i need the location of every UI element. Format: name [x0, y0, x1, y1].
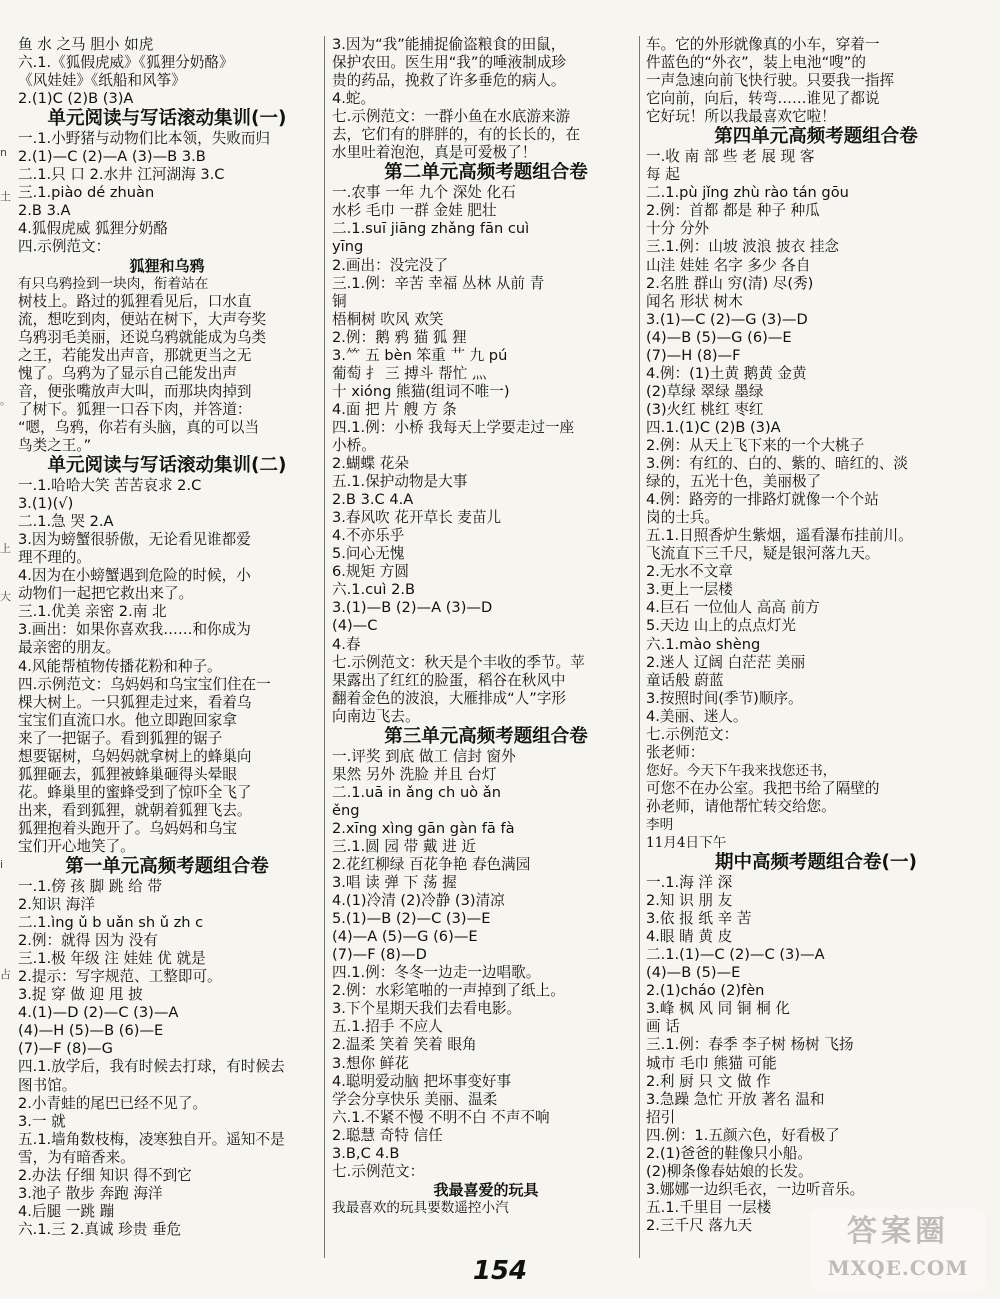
answer-line: 鸟类之王。”: [18, 436, 92, 454]
answer-line: 五.1.千里目 一层楼: [646, 1198, 772, 1216]
answer-line: 二.1.急 哭 2.A: [18, 513, 114, 531]
answer-line: 2.聪慧 奇特 信任: [332, 1126, 443, 1144]
answer-line: “嗯，乌鸦，你若有头脑，真的可以当: [18, 418, 260, 436]
answer-line: 鱼 水 之马 胆小 如虎: [18, 36, 154, 53]
answer-line: 我最喜欢的玩具要数遥控小汽: [332, 1199, 509, 1216]
watermark-logo-text: 答案圈: [847, 1214, 949, 1249]
answer-line: 二.1.ìng ǔ b uǎn sh ǔ zh c: [18, 914, 204, 932]
answer-line: (4)—B (5)—G (6)—E: [646, 328, 792, 346]
answer-line: (4)—B (5)—E: [646, 964, 741, 982]
answer-line: 2.知 识 朋 友: [646, 892, 733, 910]
answer-line: 了树下。狐狸一口吞下肉，并答道：: [18, 400, 252, 418]
answer-line: yīng: [332, 238, 364, 256]
answer-line: 它向前，向后，转弯……谁见了都说: [646, 90, 880, 108]
answer-line: 2.办法 仔细 知识 得不到它: [18, 1166, 192, 1184]
answer-line: 水里吐着泡泡，真是可爱极了！: [332, 144, 537, 162]
answer-line: 山洼 娃娃 名字 多少 各自: [646, 256, 811, 274]
answer-line: 3.(1)—C (2)—G (3)—D: [646, 310, 808, 328]
answer-line: 二.1.pù jǐng zhù rào tán gōu: [646, 184, 849, 202]
answer-line: 愧了。乌鸦为了显示自己能发出声: [18, 364, 237, 382]
answer-line: 李明: [646, 816, 674, 833]
section-heading: 单元阅读与写话滚动集训(二): [47, 455, 287, 477]
answer-line: 2.名胜 群山 穷(清) 尽(秀): [646, 274, 814, 292]
answer-line: 4.眼 睛 黄 皮: [646, 928, 733, 946]
answer-line: 4.狐假虎威 狐狸分奶酪: [18, 220, 168, 238]
answer-line: 5.天边 山上的点点灯光: [646, 617, 796, 635]
answer-line: 五.1.招手 不应人: [332, 1018, 443, 1036]
answer-line: 一.1.哈哈大笑 苦苦哀求 2.C: [18, 477, 202, 495]
answer-line: 4.因为在小螃蟹遇到危险的时候，小: [18, 567, 251, 585]
answer-line: 果露出了红红的脸蛋，稻谷在秋风中: [332, 671, 566, 689]
answer-line: 招引: [646, 1108, 676, 1126]
answer-line: 3.按照时间(季节)顺序。: [646, 689, 803, 707]
answer-line: 3.画出：如果你喜欢我……和你成为: [18, 621, 251, 639]
answer-line: 4.巨石 一位仙人 高高 前方: [646, 599, 820, 617]
answer-line: 花。蜂巢里的蜜蜂受到了惊吓全飞了: [18, 783, 252, 801]
answer-line: 一.评奖 到底 做工 信封 窗外: [332, 747, 516, 765]
answer-line: 三.1.圆 园 带 戴 进 近: [332, 837, 476, 855]
answer-line: 五.1.墙角数枝梅，凌寒独自开。遥知不是: [18, 1130, 285, 1148]
answer-line: 七.示例范文：: [332, 1162, 425, 1180]
answer-line: 十 xióng 熊猫(组词不唯一): [332, 382, 510, 400]
answer-line: 2.画出：没完没了: [332, 256, 449, 274]
answer-line: 二.1.suī jiāng zhǎng fān cuì: [332, 220, 530, 238]
column-divider: [324, 36, 325, 1258]
answer-line: 十分 分外: [646, 220, 710, 238]
answer-line: 5.问心无愧: [332, 545, 405, 563]
answer-line: 您好。今天下午我来找您还书，: [646, 762, 837, 779]
answer-line: 2.例：从天上飞下来的一个大桃子: [646, 436, 865, 454]
answer-line: 岗的士兵。: [646, 509, 719, 527]
watermark-logo: [810, 1209, 986, 1291]
answer-line: 3.捉 穿 做 迎 甩 披: [18, 986, 143, 1004]
answer-line: 4.例：(1)土黄 鹅黄 金黄: [646, 364, 807, 382]
answer-line: 狐狸抱着头跑开了。乌妈妈和乌宝: [18, 819, 237, 837]
answer-line: 三.1.优美 亲密 2.南 北: [18, 603, 167, 621]
answer-line: 3.依 报 纸 辛 苦: [646, 910, 752, 928]
answer-line: (2)草绿 翠绿 墨绿: [646, 382, 764, 400]
edge-mark: i: [0, 858, 4, 871]
answer-line: 2.(1)C (2)B (3)A: [18, 90, 134, 108]
answer-line: 4.美丽、迷人。: [646, 707, 748, 725]
answer-line: 童话般 蔚蓝: [646, 671, 724, 689]
answer-line: 4.蛇。: [332, 90, 376, 108]
answer-line: 五.1.日照香炉生紫烟，遥看瀑布挂前川。: [646, 527, 913, 545]
answer-line: 3.⺮ 五 bèn 笨重 艹 九 pú: [332, 346, 508, 364]
answer-line: 棵大树上。一只狐狸走过来，看着乌: [18, 693, 252, 711]
answer-line: 六.1.三 2.真诚 珍贵 垂危: [18, 1220, 182, 1238]
column-divider: [639, 36, 640, 1258]
answer-line: 雪，为有暗香来。: [18, 1148, 135, 1166]
answer-line: 2.三千尺 落九天: [646, 1216, 753, 1234]
answer-line: 三.1.例：辛苦 幸福 丛林 从前 青: [332, 274, 545, 292]
answer-line: 3.池子 散步 奔跑 海洋: [18, 1184, 163, 1202]
answer-line: 理不理的。: [18, 549, 91, 567]
answer-line: 城市 毛巾 熊猫 可能: [646, 1054, 777, 1072]
answer-line: 三.1.piào dé zhuàn: [18, 184, 155, 202]
answer-line: 六.1.mào shèng: [646, 635, 761, 653]
answer-line: 四.1.例：冬冬一边走一边唱歌。: [332, 964, 541, 982]
answer-line: 一.1.小野猪与动物们比本领，失败而归: [18, 130, 271, 148]
answer-line: 乌鸦羽毛美丽，还说乌鸦就能成为乌类: [18, 328, 267, 346]
answer-line: 4.风能帮植物传播花粉和种子。: [18, 657, 222, 675]
answer-line: (7)—F (8)—G: [18, 1040, 113, 1058]
answer-line: 三.1.极 年级 注 娃娃 优 就是: [18, 950, 206, 968]
answer-line: 3.峰 枫 风 同 铜 桐 化: [646, 1000, 790, 1018]
answer-line: 2.(1)—C (2)—A (3)—B 3.B: [18, 148, 206, 166]
answer-line: 2.(1)爸爸的鞋像只小船。: [646, 1144, 812, 1162]
answer-line: 4.聪明爱动脑 把坏事变好事: [332, 1072, 512, 1090]
answer-line: 2.xīng xìng gān gàn fā fà: [332, 819, 515, 837]
answer-line: 二.1.uā in ǎng ch uò ǎn: [332, 783, 501, 801]
answer-line: 3.春风吹 花开草长 麦苗儿: [332, 509, 502, 527]
watermark-url: MXQE.COM: [827, 1256, 969, 1280]
answer-line: 可您不在办公室。我把书给了隔壁的: [646, 779, 880, 797]
answer-line: 闻名 形状 树木: [646, 292, 743, 310]
answer-line: 2.例：就得 因为 没有: [18, 932, 158, 950]
answer-line: 葡萄 扌 三 搏斗 帮忙 灬: [332, 364, 487, 382]
answer-line: 3.因为“我”能捕捉偷盗粮食的田鼠，: [332, 36, 566, 53]
answer-line: 2.例：水彩笔啪的一声掉到了纸上。: [332, 982, 565, 1000]
answer-line: 3.下个星期天我们去看电影。: [332, 1000, 522, 1018]
answer-line: 最亲密的朋友。: [18, 639, 121, 657]
answer-line: 2.蝴蝶 花朵: [332, 455, 409, 473]
answer-line: 六.1.不紧不慢 不明不白 不声不响: [332, 1108, 550, 1126]
answer-line: 宝们开心地笑了。: [18, 837, 135, 855]
answer-column-middle: [332, 36, 640, 1217]
answer-line: 有只乌鸦捡到一块肉，衔着站在: [18, 275, 209, 292]
answer-line: 贵的药品，挽救了许多垂危的病人。: [332, 72, 566, 90]
answer-line: (2)柳条像春姑娘的长发。: [646, 1162, 813, 1180]
answer-line: 向南边飞去。: [332, 707, 420, 725]
answer-line: 6.规矩 方圆: [332, 563, 409, 581]
answer-line: 3.急躁 急忙 开放 著名 温和: [646, 1090, 825, 1108]
answer-line: 每 起: [646, 166, 680, 184]
answer-line: (7)—H (8)—F: [646, 346, 741, 364]
answer-line: 七.示例范文：一群小鱼在水底游来游: [332, 108, 571, 126]
answer-line: (4)—A (5)—G (6)—E: [332, 928, 478, 946]
answer-line: 2.B 3.A: [18, 202, 71, 220]
answer-line: 3.娜娜一边织毛衣，一边听音乐。: [646, 1180, 865, 1198]
page-number: 154: [472, 1256, 528, 1286]
answer-line: 3.一 就: [18, 1112, 66, 1130]
answer-line: 它好玩！所以我最喜欢它啦！: [646, 108, 836, 126]
answer-line: 四.示例范文：: [18, 238, 111, 256]
answer-line: 想要锯树，乌妈妈就拿树上的蜂巢向: [18, 747, 252, 765]
answer-line: 4.(1)冷清 (2)冷静 (3)清凉: [332, 892, 505, 910]
answer-line: 2.知识 海洋: [18, 896, 95, 914]
answer-line: 4.不亦乐乎: [332, 527, 405, 545]
answer-line: 孙老师，请他帮忙转交给您。: [646, 797, 836, 815]
answer-column-right: [646, 36, 986, 1235]
answer-line: 六.1.《狐假虎威》《狐狸分奶酪》: [18, 54, 234, 72]
answer-line: 4.春: [332, 635, 361, 653]
answer-line: 2.利 厨 只 文 做 作: [646, 1072, 771, 1090]
answer-line: (4)—H (5)—B (6)—E: [18, 1022, 164, 1040]
answer-line: 2.无水不文章: [646, 563, 733, 581]
answer-line: 一.收 南 部 些 老 展 现 客: [646, 148, 815, 166]
answer-line: 动物们一起把它救出来了。: [18, 585, 194, 603]
edge-mark: 上: [0, 542, 11, 555]
answer-line: 之王，若能发出声音，那就更当之无: [18, 346, 252, 364]
answer-line: 五.1.保护动物是大事: [332, 473, 468, 491]
section-heading: 第三单元高频考题组合卷: [384, 725, 588, 747]
answer-line: 一.农事 一年 九个 深处 化石: [332, 184, 516, 202]
answer-line: 水杉 毛巾 一群 金娃 肥壮: [332, 202, 497, 220]
answer-line: 2.花红柳绿 百花争艳 春色满园: [332, 856, 531, 874]
answer-line: 四.1.例：小桥 我每天上学要走过一座: [332, 418, 575, 436]
answer-line: (7)—F (8)—D: [332, 946, 427, 964]
answer-line: 流，想吃到肉，便站在树下，大声夸奖: [18, 310, 267, 328]
answer-line: 七.示例范文：: [646, 725, 739, 743]
answer-line: 3.想你 鲜花: [332, 1054, 409, 1072]
answer-line: 梧桐树 吹风 欢笑: [332, 310, 444, 328]
answer-line: 3.更上一层楼: [646, 581, 733, 599]
answer-line: 《风娃娃》《纸船和风筝》: [18, 72, 186, 90]
answer-line: 2.温柔 笑着 笑着 眼角: [332, 1036, 477, 1054]
answer-line: ěng: [332, 801, 360, 819]
answer-line: 翻着金色的波浪，大雁排成“人”字形: [332, 689, 567, 707]
answer-line: 四.示例范文：乌妈妈和乌宝宝们住在一: [18, 675, 271, 693]
answer-line: 4.面 把 片 艘 方 条: [332, 400, 457, 418]
answer-line: 件蓝色的“外衣”，装上电池“嗖”的: [646, 54, 866, 72]
essay-title: 我最喜爱的玩具: [433, 1180, 539, 1199]
answer-line: 去，它们有的胖胖的，有的长长的，在: [332, 126, 581, 144]
answer-line: 5.(1)—B (2)—C (3)—E: [332, 910, 491, 928]
edge-mark: 。: [0, 394, 11, 407]
answer-line: 2.例：首都 都是 种子 种瓜: [646, 202, 820, 220]
answer-line: 4.例：路旁的一排路灯就像一个个站: [646, 491, 879, 509]
answer-line: 2.B 3.C 4.A: [332, 491, 414, 509]
answer-line: 3.唱 读 弹 下 荡 握: [332, 874, 457, 892]
answer-line: 六.1.cuì 2.B: [332, 581, 416, 599]
answer-line: 车。它的外形就像真的小车，穿着一: [646, 36, 880, 53]
answer-line: 一.1.海 洋 深: [646, 874, 733, 892]
edge-mark: 占: [0, 968, 11, 981]
edge-mark: 土: [0, 190, 11, 203]
answer-line: 3.例：有红的、白的、紫的、暗红的、淡: [646, 455, 909, 473]
answer-column-left: [18, 36, 316, 1239]
answer-line: 铜: [332, 292, 347, 310]
answer-line: 三.1.例：山坡 波浪 披衣 挂念: [646, 238, 840, 256]
answer-line: 3.B,C 4.B: [332, 1144, 400, 1162]
section-heading: 期中高频考题组合卷(一): [715, 852, 917, 874]
answer-line: 二.1.只 口 2.水井 江河湖海 3.C: [18, 166, 225, 184]
answer-line: 张老师：: [646, 743, 705, 761]
answer-line: 4.(1)—D (2)—C (3)—A: [18, 1004, 179, 1022]
answer-line: 画 话: [646, 1018, 680, 1036]
answer-line: 树枝上。路过的狐狸看见后，口水直: [18, 292, 252, 310]
essay-title: 狐狸和乌鸦: [129, 256, 205, 275]
answer-line: 四.1.放学后，我有时候去打球，有时候去: [18, 1058, 285, 1076]
answer-line: 2.小青蛙的尾巴已经不见了。: [18, 1094, 208, 1112]
answer-line: (3)火红 桃红 枣红: [646, 400, 764, 418]
answer-line: 2.(1)cháo (2)fèn: [646, 982, 765, 1000]
answer-line: 出来，看到狐狸，就朝着狐狸飞去。: [18, 801, 252, 819]
answer-line: 3.(1)—B (2)—A (3)—D: [332, 599, 493, 617]
answer-line: 一.1.傍 孩 脚 跳 给 带: [18, 878, 162, 896]
answer-line: 宝宝们直流口水。他立即跑回家拿: [18, 711, 237, 729]
section-heading: 第二单元高频考题组合卷: [384, 162, 588, 184]
answer-line: 4.后腿 一跳 蹦: [18, 1202, 115, 1220]
answer-line: 四.1.(1)C (2)B (3)A: [646, 418, 781, 436]
answer-line: 来了一把锯子。看到狐狸的锯子: [18, 729, 223, 747]
answer-line: 11月4日下午: [646, 835, 727, 852]
answer-line: 图书馆。: [18, 1076, 77, 1094]
answer-line: 2.迷人 辽阔 白茫茫 美丽: [646, 653, 806, 671]
section-heading: 单元阅读与写话滚动集训(一): [47, 108, 287, 130]
answer-line: 四.例：1.五颜六色，好看极了: [646, 1126, 840, 1144]
answer-line: 保护农田。医生用“我”的唾液制成珍: [332, 54, 567, 72]
answer-line: 果然 另外 洗脸 并且 台灯: [332, 765, 497, 783]
section-heading: 第一单元高频考题组合卷: [65, 856, 269, 878]
edge-mark: n: [0, 146, 7, 159]
answer-line: 3.因为螃蟹很骄傲，无论看见谁都爱: [18, 531, 251, 549]
edge-mark: 大: [0, 590, 11, 603]
answer-line: 学会分享快乐 美丽、温柔: [332, 1090, 498, 1108]
answer-line: 绿的，五光十色，美丽极了: [646, 473, 822, 491]
answer-line: 七.示例范文：秋天是个丰收的季节。苹: [332, 653, 585, 671]
answer-line: 飞流直下三千尺，疑是银河落九天。: [646, 545, 880, 563]
answer-line: 小桥。: [332, 436, 376, 454]
answer-line: 3.(1)(√): [18, 495, 74, 513]
answer-line: 一声急速向前飞快行驶。只要我一指挥: [646, 72, 895, 90]
answer-line: 二.1.(1)—C (2)—C (3)—A: [646, 946, 825, 964]
answer-line: 2.提示：写字规范、工整即可。: [18, 968, 222, 986]
answer-line: (4)—C: [332, 617, 378, 635]
answer-line: 音，便张嘴放声大叫，而那块肉掉到: [18, 382, 252, 400]
section-heading: 第四单元高频考题组合卷: [714, 126, 918, 148]
answer-line: 2.例：鹅 鸦 猫 狐 狸: [332, 328, 467, 346]
answer-line: 三.1.例：春季 李子树 杨树 飞扬: [646, 1036, 854, 1054]
answer-line: 狐狸砸去，狐狸被蜂巢砸得头晕眼: [18, 765, 237, 783]
